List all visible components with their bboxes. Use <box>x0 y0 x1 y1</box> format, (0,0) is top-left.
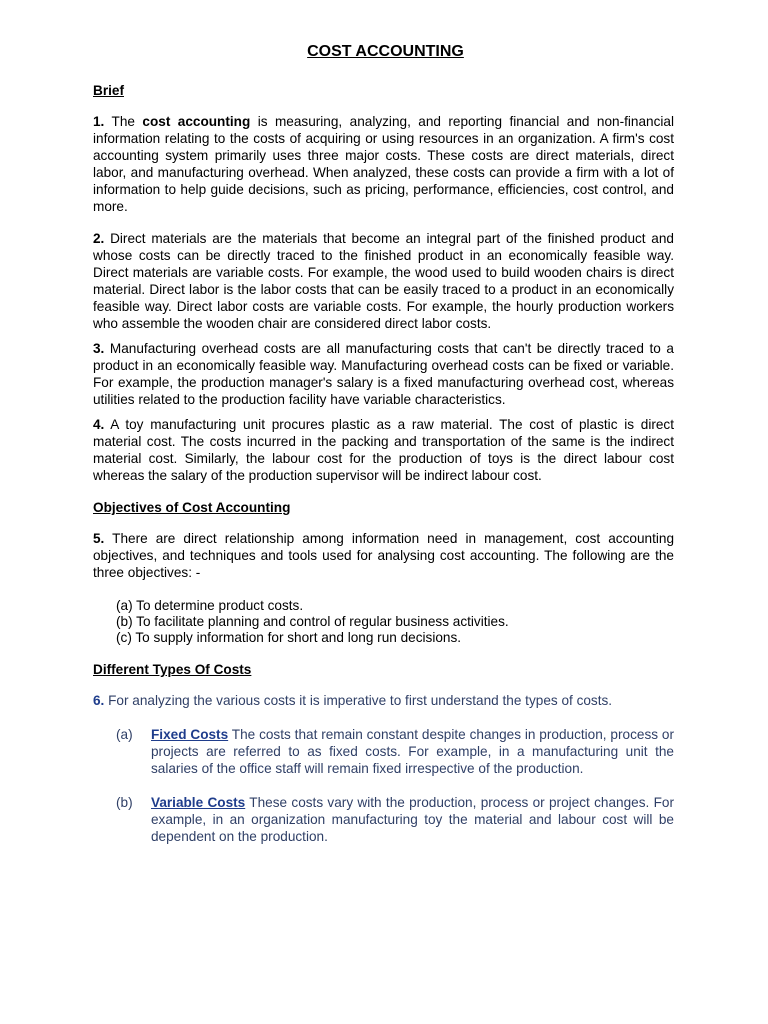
objectives-list <box>93 598 674 646</box>
cost-type-variable <box>93 794 674 845</box>
page-title: COST ACCOUNTING <box>307 43 464 60</box>
paragraph-2 <box>93 230 674 332</box>
list-item: (c) To supply information for short and long run decisions. <box>116 630 462 645</box>
paragraph-number: 5. <box>93 531 105 546</box>
section-heading-types: Different Types Of Costs <box>93 662 252 677</box>
paragraph-number: 1. <box>93 114 105 129</box>
paragraph-text: is measuring, analyzing, and reporting financial and non-financial information relating to the costs of acquiring or using resources in an organization. A firm's cost accounting system primarily uses three major costs. These costs are direct materials, direct labor, and manufacturing overhead. When analyzed, these costs can provide a firm with a lot of information to help guide decisions, such as pricing, performance, efficiencies, cost control, and more. <box>93 114 674 214</box>
paragraph-3 <box>93 340 674 408</box>
paragraph-6 <box>93 692 674 709</box>
cost-type-term: Variable Costs <box>151 795 246 810</box>
cost-type-text: The costs that remain constant despite changes in production, process or projects are referred to as fixed costs. For example, in a manufacturing unit the salaries of the office staff will remain fixed irrespective of the production. <box>151 727 674 776</box>
paragraph-1 <box>93 113 674 215</box>
list-marker: (b) <box>116 795 133 810</box>
paragraph-number: 4. <box>93 417 105 432</box>
paragraph-5 <box>93 530 674 581</box>
paragraph-number: 6. <box>93 693 105 708</box>
paragraph-text: A toy manufacturing unit procures plastic as a raw material. The cost of plastic is direct material cost. The costs incurred in the packing and transportation of the same is the indirect material cost. Similarly, the labour cost for the production of toys is the direct labour cost whereas the salary of the production supervisor will be indirect labour cost. <box>93 417 674 483</box>
emphasis-term: cost accounting <box>142 114 251 129</box>
section-heading-brief: Brief <box>93 83 124 98</box>
list-marker: (a) <box>116 727 133 742</box>
paragraph-text: Manufacturing overhead costs are all manufacturing costs that can't be directly traced to a product in an economically feasible way. Manufacturing overhead costs can be fixed or variable. For example, the production manager's salary is a fixed manufacturing overhead cost, whereas utilities related to the production facility have variable characteristics. <box>93 341 674 407</box>
list-item: (b) To facilitate planning and control of regular business activities. <box>116 614 509 629</box>
section-heading-objectives: Objectives of Cost Accounting <box>93 500 291 515</box>
paragraph-text: There are direct relationship among information need in management, cost accounting objectives, and techniques and tools used for analysing cost accounting. The following are the three objectives: - <box>93 531 674 580</box>
cost-type-fixed <box>93 726 674 777</box>
cost-type-term: Fixed Costs <box>151 727 229 742</box>
cost-type-body <box>151 794 674 845</box>
paragraph-text: Direct materials are the materials that become an integral part of the finished product and whose costs can be directly traced to the finished product in an economically feasible way. Direct materials are variable costs. For example, the wood used to build wooden chairs is direct material. Direct labor is the labor costs that can be easily traced to a product in an economically feasible way. Direct labor costs are variable costs. For example, the hourly production workers who assemble the wooden chair are considered direct labor costs. <box>93 231 674 331</box>
cost-type-body <box>151 726 674 777</box>
paragraph-number: 2. <box>93 231 105 246</box>
paragraph-number: 3. <box>93 341 105 356</box>
paragraph-text: The <box>104 114 143 129</box>
list-item: (a) To determine product costs. <box>116 598 304 613</box>
paragraph-text: For analyzing the various costs it is imperative to first understand the types of costs. <box>104 693 613 708</box>
cost-type-text: These costs vary with the production, process or project changes. For example, in an organization manufacturing toy the material and labour cost will be dependent on the production. <box>151 795 674 844</box>
paragraph-4 <box>93 416 674 484</box>
